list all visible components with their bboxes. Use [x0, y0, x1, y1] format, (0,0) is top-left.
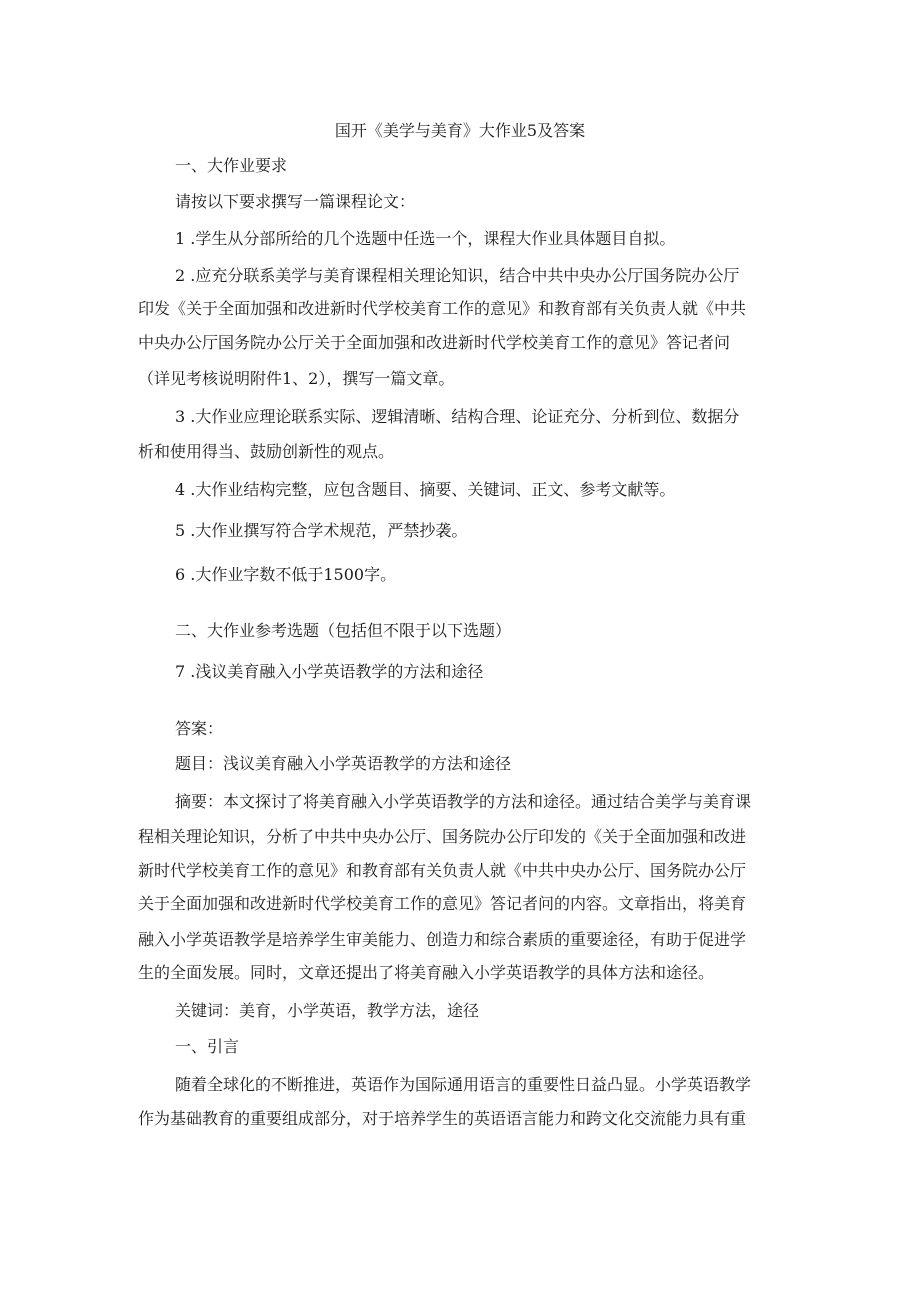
requirement-2-line-4: （详见考核说明附件1、2），撰写一篇文章。 — [138, 369, 455, 388]
requirement-6: 6 .大作业字数不低于1500字。 — [175, 565, 397, 584]
requirement-5: 5 .大作业撰写符合学术规范，严禁抄袭。 — [175, 521, 468, 540]
section-heading-requirements: 一、大作业要求 — [175, 156, 288, 175]
requirement-1: 1 .学生从分部所给的几个选题中任选一个，课程大作业具体题目自拟。 — [175, 229, 676, 248]
answer-title: 题目：浅议美育融入小学英语教学的方法和途径 — [175, 754, 512, 773]
requirement-4: 4 .大作业结构完整，应包含题目、摘要、关键词、正文、参考文献等。 — [175, 480, 676, 499]
requirement-2-line-1: 2 .应充分联系美学与美育课程相关理论知识，结合中共中央办公厅国务院办公厅 — [175, 266, 740, 285]
intro-paragraph-line-2: 作为基础教育的重要组成部分，对于培养学生的英语语言能力和跨文化交流能力具有重 — [138, 1109, 747, 1128]
section-heading-introduction: 一、引言 — [175, 1037, 240, 1056]
abstract-line-5: 融入小学英语教学是培养学生审美能力、创造力和综合素质的重要途径，有助于促进学 — [138, 930, 747, 949]
abstract-line-6: 生的全面发展。同时，文章还提出了将美育融入小学英语教学的具体方法和途径。 — [138, 963, 715, 982]
answer-label: 答案： — [175, 719, 224, 738]
document-title: 国开《美学与美育》大作业5及答案 — [334, 121, 586, 140]
intro-text: 请按以下要求撰写一篇课程论文： — [175, 192, 416, 211]
abstract-line-2: 程相关理论知识，分析了中共中央办公厅、国务院办公厅印发的《关于全面加强和改进 — [138, 827, 747, 846]
topic-7: 7 .浅议美育融入小学英语教学的方法和途径 — [175, 662, 484, 681]
intro-paragraph-line-1: 随着全球化的不断推进，英语作为国际通用语言的重要性日益凸显。小学英语教学 — [175, 1075, 752, 1094]
keywords: 关键词：美育，小学英语，教学方法，途径 — [175, 1001, 480, 1020]
requirement-3-line-1: 3 .大作业应理论联系实际、逻辑清晰、结构合理、论证充分、分析到位、数据分 — [175, 407, 740, 426]
abstract-line-3: 新时代学校美育工作的意见》和教育部有关负责人就《中共中央办公厅、国务院办公厅 — [138, 861, 747, 880]
requirement-2-line-2: 印发《关于全面加强和改进新时代学校美育工作的意见》和教育部有关负责人就《中共 — [138, 299, 747, 318]
abstract-line-1: 摘要：本文探讨了将美育融入小学英语教学的方法和途径。通过结合美学与美育课 — [175, 792, 752, 811]
requirement-2-line-3: 中央办公厅国务院办公厅关于全面加强和改进新时代学校美育工作的意见》答记者问 — [138, 333, 731, 352]
abstract-line-4: 关于全面加强和改进新时代学校美育工作的意见》答记者问的内容。文章指出，将美育 — [138, 894, 747, 913]
section-heading-topics: 二、大作业参考选题（包括但不限于以下选题） — [175, 621, 512, 640]
requirement-3-line-2: 析和使用得当、鼓励创新性的观点。 — [138, 442, 395, 461]
